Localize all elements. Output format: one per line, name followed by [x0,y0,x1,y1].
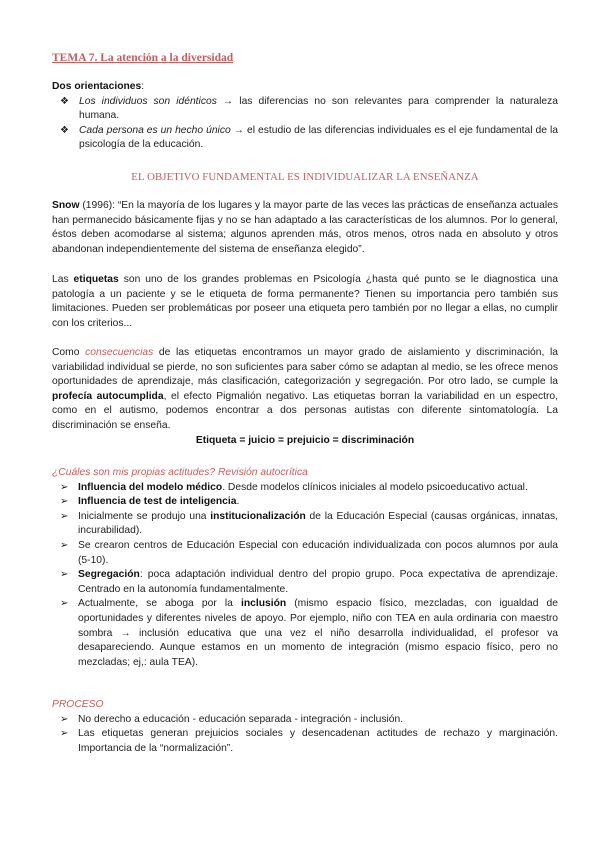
list-item: ➢ No derecho a educación - educación separada - integración - inclusión. [52,713,558,728]
proceso-section [52,698,558,756]
actitudes-heading: ¿Cuáles son mis propias actitudes? Revisión autocrítica [52,467,308,478]
formula-line: Etiqueta = juicio = prejuicio = discriminación [195,434,415,446]
list-item: ➢ Inicialmente se produjo una institucionalización de la Educación Especial (causas orgánicas, innatas, incurabilidad). [60,510,559,537]
orientaciones-heading: Dos orientaciones: [52,81,145,92]
list-item: ❖ Cada persona es un hecho único → el estudio de las diferencias individuales es el eje fundamental de la psicología de la educación. [60,124,558,151]
list-item: ➢ Influencia del modelo médico. Desde modelos clínicos iniciales al modelo psicoeducativo actual. [52,481,558,496]
list-item: ➢ Actualmente, se aboga por la inclusión (mismo espacio físico, mezcladas, con igualdad de oportunidades y diferentes niveles de apoyo. Por ejemplo, niño con TEA en aula ordinaria con maestro sombra → inclusión educativa que una vez el niño desarrolla individualidad, el profesor va desapareciendo. Aunque estamos en un momento de integración (mismo espacio físico, pero no mezcladas; ej,: aula TEA). [60,598,558,668]
arrow-bullet-icon: ➢ [60,539,69,551]
arrow-bullet-icon: ➢ [60,728,69,740]
diamond-bullet-icon: ❖ [60,95,69,107]
actitudes-section [52,466,558,670]
list-item: ❖ Los individuos son idénticos → las diferencias no son relevantes para comprender la naturaleza humana. [60,95,558,122]
proceso-list [52,713,558,757]
document-title: TEMA 7. La atención a la diversidad [52,52,234,64]
list-item: ➢ Segregación: poca adaptación individual dentro del propio grupo. Poca expectativa de aprendizaje. Centrado en la autonomía fundamentalmente. [60,569,558,595]
section-title: EL OBJETIVO FUNDAMENTAL ES INDIVIDUALIZAR LA ENSEÑANZA [131,171,479,183]
arrow-bullet-icon: ➢ [60,713,69,725]
orientaciones-section [52,80,558,153]
list-item: ➢ Influencia de test de inteligencia. [52,495,558,510]
diamond-bullet-icon: ❖ [60,124,69,136]
list-item: ➢ Se crearon centros de Educación Especial con educación individualizada con pocos alumnos por aula (5-10). [60,539,558,566]
arrow-bullet-icon: ➢ [60,510,69,522]
arrow-bullet-icon: ➢ [60,569,69,581]
arrow-bullet-icon: ➢ [60,598,69,610]
arrow-bullet-icon: ➢ [60,496,69,508]
arrow-bullet-icon: ➢ [60,481,69,493]
list-item: ➢ Las etiquetas generan prejuicios sociales y desencadenan actitudes de rechazo y marginación. Importancia de la “normalización”. [60,728,558,754]
actitudes-list [52,481,558,671]
consecuencias-paragraph: Como consecuencias de las etiquetas encontramos un mayor grado de aislamiento y discriminación, la variabilidad individual se pierde, no son suficientes para saber cómo se adaptan al medio, se les ofrece menos oportunidades de aprendizaje, más clasificación, categorización y segregación. Por otro lado, se cumple la profecía autocumplida, el efecto Pigmalión negativo. Las etiquetas borran la variabilidad en un espectro, como en el autismo, podemos encontrar a dos personas autistas con diferente sintomatología. La discriminación se enseña. Etiqueta = juicio = prejuicio = discriminación [52,346,558,448]
proceso-heading: PROCESO [52,699,104,710]
etiquetas-paragraph: Las etiquetas son uno de los grandes problemas en Psicología ¿hasta qué punto se le diagnostica una patología a un paciente y se le etiqueta de forma permanente? Tienen su importancia pero también sus limitaciones. Pueden ser problemáticas por poseer una etiqueta pero también por no llegar a ellas, no cumplir con los criterios... [52,274,558,329]
orientaciones-list [52,95,558,153]
snow-quote-paragraph: Snow (1996): “En la mayoría de los lugares y la mayor parte de las veces las prácticas de enseñanza actuales han permanecido básicamente fijas y no se han adaptado a las características de los alumnos. Por lo general, éstos deben acomodarse al sistema; algunos aprenden más, otros menos, otros nada en absoluto y otros abandonan independientemente del sistema de enseñanza elegido”. [52,200,558,255]
